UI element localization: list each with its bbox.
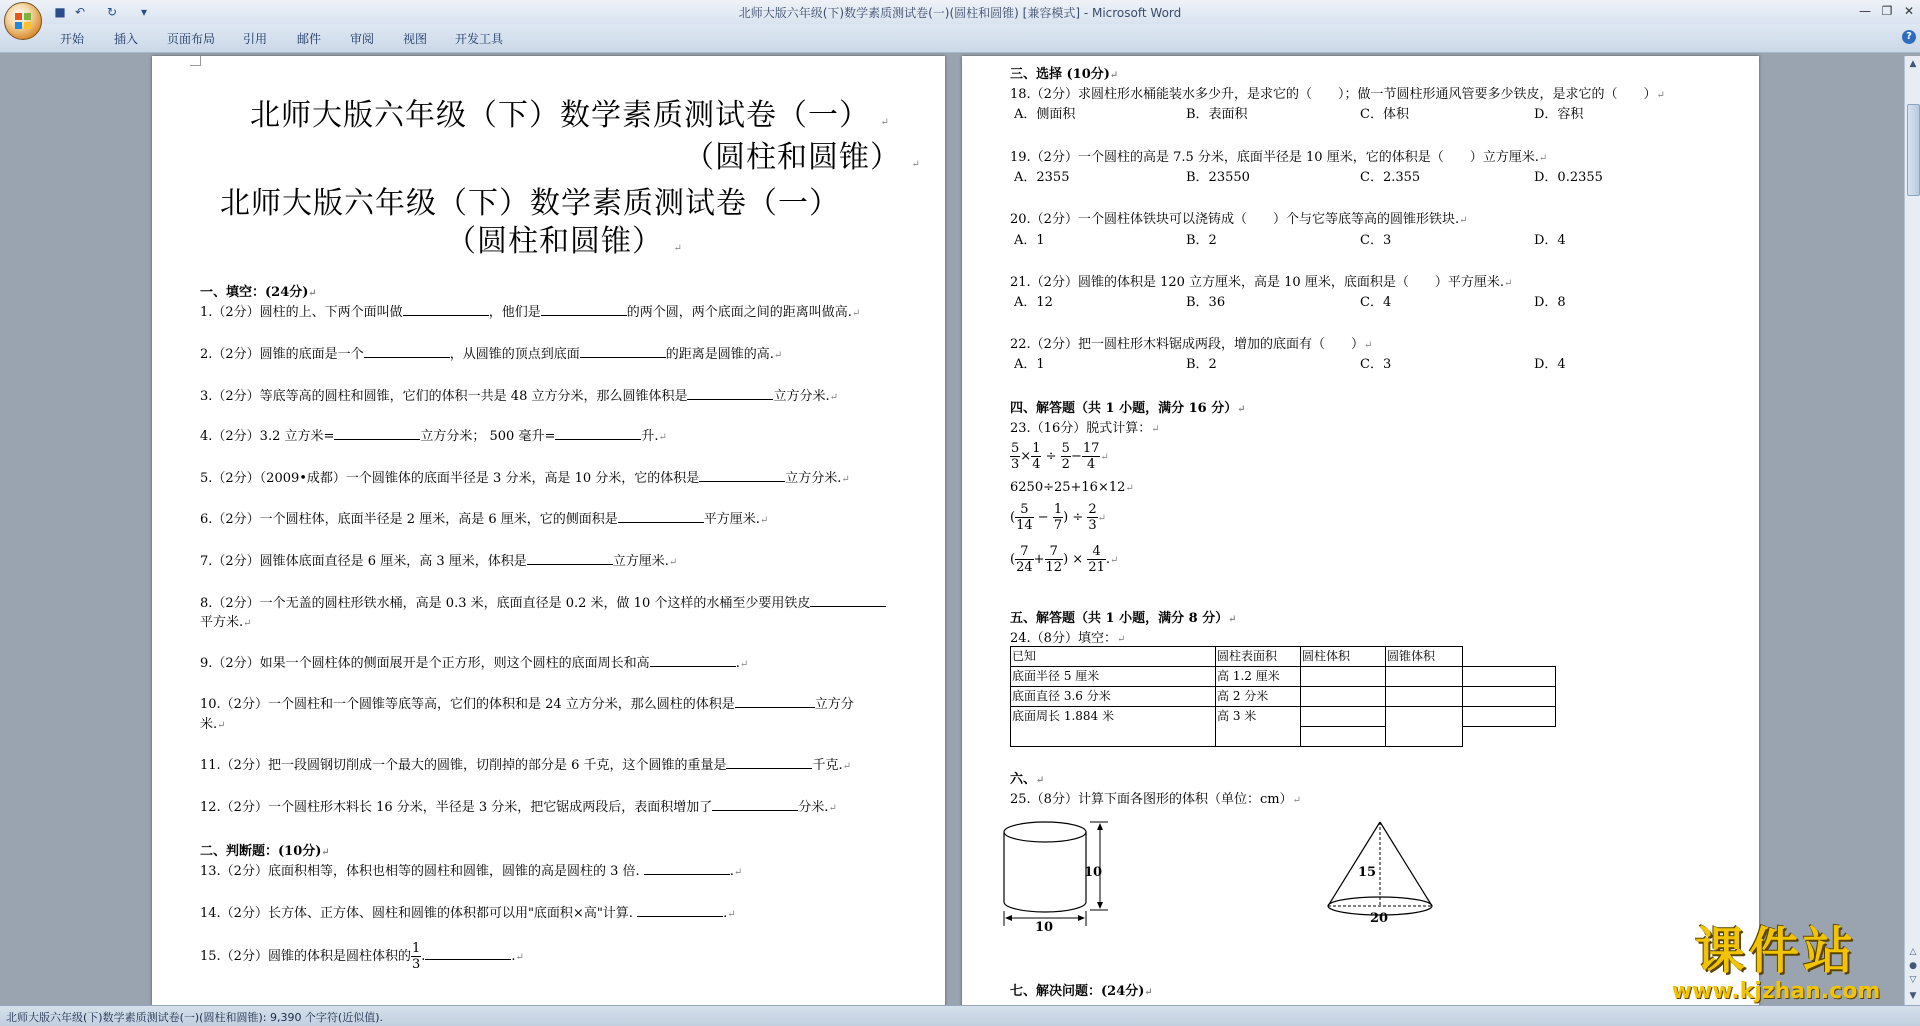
q18-option-c[interactable]: C．体积 — [1360, 107, 1409, 122]
fraction: $\frac{2}{3}$ — [1088, 502, 1097, 533]
fraction-one-third: $\frac{1}{3}$ — [411, 941, 421, 972]
table-header-cell: 已知 — [1011, 647, 1216, 667]
q22-option-a[interactable]: A．1 — [1014, 357, 1045, 372]
q19-option-b[interactable]: B．23550 — [1186, 170, 1250, 185]
table-cell: 高 2 分米 — [1216, 687, 1301, 707]
q18-option-d[interactable]: D．容积 — [1534, 107, 1584, 122]
q21-option-d[interactable]: D．8 — [1534, 295, 1566, 310]
section-six-heading: 六、↵ — [1010, 772, 1045, 787]
question-23: 23.（16分）脱式计算：↵ — [1010, 421, 1160, 436]
question-4: 4.（2分）3.2 立方米= 立方分米； 500 毫升= 升.↵ — [200, 429, 667, 444]
scroll-down-icon[interactable]: ▼ — [1909, 991, 1917, 1001]
question-5: 5.（2分）（2009•成都）一个圆锥体的底面半径是 3 分米，高是 10 分米，它的体积是 立方分米.↵ — [200, 471, 850, 486]
cone-slant-edge — [1380, 822, 1432, 906]
scrollbar-thumb[interactable] — [1907, 104, 1920, 196]
question-18: 18.（2分）求圆柱形水桶能装水多少升，是求它的（ ）；做一节圆柱形通风管要多少铁皮，是求它的（ ）↵ — [1010, 87, 1665, 102]
cone-slant-edge — [1328, 822, 1380, 906]
table-header-cell: 圆柱体积 — [1301, 647, 1386, 667]
tab-home[interactable]: 开始 — [60, 32, 85, 46]
q18-option-a[interactable]: A．侧面积 — [1014, 107, 1076, 122]
minimize-button[interactable]: — — [1859, 4, 1871, 18]
window-title: 北师大版六年级(下)数学素质测试卷(一)(圆柱和圆锥) [兼容模式] - Microsoft Word — [738, 6, 1182, 20]
q20-option-a[interactable]: A．1 — [1014, 233, 1045, 248]
close-button[interactable]: ✕ — [1903, 4, 1915, 18]
expression-1: $\frac{5}{3}$ × $\frac{1}{4}$ ÷ $\frac{5}{2}$ − $\frac{17}{4}$ ↵ — [1011, 441, 1109, 472]
table-header-cell: 圆锥体积 — [1386, 647, 1463, 667]
q19-option-d[interactable]: D．0.2355 — [1534, 170, 1603, 185]
table-cell: 高 1.2 厘米 — [1216, 667, 1301, 687]
office-logo-icon — [14, 12, 32, 30]
restore-button[interactable]: ❐ — [1881, 4, 1893, 18]
ribbon-tabs — [0, 24, 1920, 53]
question-13: 13.（2分）底面积相等，体积也相等的圆柱和圆锥，圆锥的高是圆柱的 3 倍. .↵ — [200, 864, 743, 879]
question-8: 8.（2分）一个无盖的圆柱形铁水桶，高是 0.3 米，底面直径是 0.2 米，做 10 个这样的水桶至少要用铁皮 — [200, 592, 886, 611]
table-cell[interactable] — [1301, 727, 1386, 747]
table-cell: 底面直径 3.6 分米 — [1011, 687, 1216, 707]
table-cell[interactable] — [1301, 707, 1386, 727]
q22-option-d[interactable]: D．4 — [1534, 357, 1566, 372]
fraction: $\frac{5}{2}$ — [1061, 441, 1070, 472]
fraction: $\frac{7}{12}$ — [1045, 544, 1063, 575]
undo-icon[interactable]: ↶ — [74, 5, 86, 19]
question-24: 24.（8分）填空：↵ — [1010, 631, 1126, 646]
cone-height-label: 15 — [1358, 865, 1377, 880]
next-page-icon[interactable]: ▽ — [1909, 975, 1917, 985]
table-cell: 底面半径 5 厘米 — [1011, 667, 1216, 687]
tab-page-layout[interactable]: 页面布局 — [167, 32, 216, 46]
watermark-logo — [1656, 922, 1896, 1006]
question-10-continued: 米.↵ — [200, 717, 226, 732]
question-20: 20.（2分）一个圆柱体铁块可以浇铸成（ ）个与它等底等高的圆锥形铁块.↵ — [1010, 212, 1468, 227]
q20-option-c[interactable]: C．3 — [1360, 233, 1392, 248]
fraction: $\frac{1}{4}$ — [1032, 441, 1041, 472]
fraction: $\frac{1}{7}$ — [1053, 502, 1063, 533]
cylinder-figure — [1002, 818, 1152, 928]
q18-option-b[interactable]: B．表面积 — [1186, 107, 1248, 122]
question-22: 22.（2分）把一圆柱形木料锯成两段，增加的底面有（ ）↵ — [1010, 337, 1373, 352]
question-11: 11.（2分）把一段圆钢切削成一个最大的圆锥，切削掉的部分是 6 千克，这个圆锥的重量是 千克.↵ — [200, 758, 852, 773]
fraction: $\frac{7}{24}$ — [1016, 544, 1033, 575]
table-cell: 高 3 米 — [1216, 707, 1301, 747]
doc-title-repeat-line1: 北师大版六年级（下）数学素质测试卷（一） — [220, 186, 840, 221]
q19-option-c[interactable]: C．2.355 — [1360, 170, 1421, 185]
fraction: $\frac{5}{3}$ — [1011, 441, 1020, 472]
table-row — [1011, 687, 1556, 707]
cylinder-width-label: 10 — [1035, 920, 1054, 935]
question-10: 10.（2分）一个圆柱和一个圆锥等底等高，它们的体积和是 24 立方分米，那么圆柱的体积是 立方分 — [200, 697, 854, 712]
table-header-row — [1011, 647, 1556, 667]
q21-option-a[interactable]: A．12 — [1014, 295, 1053, 310]
cylinder-height-label: 10 — [1084, 865, 1103, 880]
question-3: 3.（2分）等底等高的圆柱和圆锥，它们的体积一共是 48 立方分米，那么圆锥体积是 立方分米.↵ — [200, 389, 839, 404]
fill-table — [1010, 646, 1556, 747]
q20-option-b[interactable]: B．2 — [1186, 233, 1217, 248]
table-row — [1011, 667, 1556, 687]
table-row — [1011, 707, 1556, 727]
fraction: $\frac{17}{4}$ — [1082, 441, 1100, 472]
table-cell[interactable] — [1386, 707, 1463, 747]
watermark-logo-text: 课件站 — [1695, 922, 1857, 980]
question-12: 12.（2分）一个圆柱形木料长 16 分米，半径是 3 分米，把它锯成两段后，表面积增加了 分米.↵ — [200, 800, 837, 815]
question-1: 1.（2分）圆柱的上、下两个面叫做 ，他们是 的两个圆，两个底面之间的距离叫做高.↵ — [200, 305, 861, 320]
section-calc-heading: 四、解答题（共 1 小题，满分 16 分）↵ — [1010, 401, 1246, 416]
table-cell[interactable] — [1386, 687, 1463, 707]
cone-width-label: 20 — [1370, 911, 1389, 926]
tab-view[interactable]: 视图 — [403, 32, 428, 46]
scroll-up-icon[interactable]: ▲ — [1909, 59, 1917, 69]
tab-mailings[interactable]: 邮件 — [297, 32, 322, 46]
expression-3: ( $\frac{5}{14}$ − $\frac{1}{7}$ ) ÷ $\frac{2}{3}$ ↵ — [1010, 502, 1107, 533]
watermark-url: www.kjzhan.com — [1671, 979, 1881, 1004]
table-cell[interactable] — [1301, 687, 1386, 707]
page-corner-mark — [190, 56, 201, 66]
fraction: $\frac{5}{14}$ — [1016, 502, 1033, 533]
table-cell[interactable] — [1463, 707, 1556, 727]
question-2: 2.（2分）圆锥的底面是一个 ，从圆锥的顶点到底面 的距离是圆锥的高.↵ — [200, 347, 783, 362]
tab-references[interactable]: 引用 — [243, 32, 268, 46]
question-7: 7.（2分）圆锥体底面直径是 6 厘米，高 3 厘米，体积是 立方厘米.↵ — [200, 554, 678, 569]
doc-title-line2: （圆柱和圆锥） ↵ — [684, 140, 921, 175]
section-fill-table-heading: 五、解答题（共 1 小题，满分 8 分）↵ — [1010, 611, 1237, 626]
section-fill-blank-heading: 一、填空：(24分)↵ — [200, 285, 317, 300]
tab-insert[interactable]: 插入 — [114, 32, 139, 46]
fraction: $\frac{4}{21}$ — [1088, 544, 1105, 575]
cone-figure — [1322, 818, 1442, 928]
q21-option-c[interactable]: C．4 — [1360, 295, 1392, 310]
title-bar — [0, 0, 1920, 24]
status-text[interactable]: 北师大版六年级(下)数学素质测试卷(一)(圆柱和圆锥): 9,390 个字符(近似值). — [6, 1011, 384, 1024]
save-icon[interactable]: ■ — [54, 5, 66, 19]
question-8-continued: 平方米.↵ — [200, 615, 252, 630]
cylinder-top-ellipse — [1004, 822, 1086, 842]
table-cell: 底面周长 1.884 米 — [1011, 707, 1216, 747]
question-9: 9.（2分）如果一个圆柱体的侧面展开是个正方形，则这个圆柱的底面周长和高 .↵ — [200, 656, 749, 671]
table-cell[interactable] — [1463, 667, 1556, 687]
section-choice-heading: 三、选择 (10分)↵ — [1010, 67, 1119, 82]
doc-title-repeat-line2: （圆柱和圆锥） ↵ — [446, 224, 683, 259]
document-page-right[interactable] — [962, 56, 1759, 1006]
doc-title-line1: 北师大版六年级（下）数学素质测试卷（一） ↵ — [250, 98, 890, 133]
prev-page-icon[interactable]: △ — [1909, 947, 1917, 957]
office-button[interactable] — [4, 2, 42, 40]
question-14: 14.（2分）长方体、正方体、圆柱和圆锥的体积都可以用"底面积×高"计算. .↵ — [200, 906, 736, 921]
table-cell[interactable] — [1301, 667, 1386, 687]
expression-2: 6250÷25+16×12↵ — [1010, 480, 1134, 495]
question-19: 19.（2分）一个圆柱的高是 7.5 分米，底面半径是 10 厘米，它的体积是（ ）立方厘米.↵ — [1010, 150, 1548, 165]
q22-option-c[interactable]: C．3 — [1360, 357, 1392, 372]
question-15: 15.（2分）圆锥的体积是圆柱体积的 $\frac{1}{3}$ . .↵ — [200, 941, 524, 972]
section-true-false-heading: 二、判断题：(10分)↵ — [200, 844, 330, 859]
q22-option-b[interactable]: B．2 — [1186, 357, 1217, 372]
table-cell[interactable] — [1463, 687, 1556, 707]
table-cell[interactable] — [1386, 667, 1463, 687]
help-icon[interactable]: ? — [1902, 30, 1916, 44]
table-header-cell: 圆柱表面积 — [1216, 647, 1301, 667]
customize-quick-access-icon[interactable]: ▾ — [140, 5, 148, 19]
browse-object-icon[interactable]: ● — [1909, 961, 1917, 971]
vertical-scrollbar[interactable] — [1904, 56, 1920, 1006]
status-bar — [0, 1005, 1920, 1026]
document-page-left[interactable] — [152, 56, 945, 1006]
cylinder-bottom-arc — [1004, 902, 1086, 912]
redo-icon[interactable]: ↻ — [106, 5, 118, 19]
tab-review[interactable]: 审阅 — [350, 32, 375, 46]
section-seven-heading: 七、解决问题：(24分)↵ — [1010, 984, 1153, 999]
question-21: 21.（2分）圆锥的体积是 120 立方厘米，高是 10 厘米，底面积是（ ）平方厘米.↵ — [1010, 275, 1513, 290]
expression-4: ( $\frac{7}{24}$ + $\frac{7}{12}$ ) × $\frac{4}{21}$ .↵ — [1010, 544, 1119, 575]
q20-option-d[interactable]: D．4 — [1534, 233, 1566, 248]
tab-developer[interactable]: 开发工具 — [455, 32, 504, 46]
q21-option-b[interactable]: B．36 — [1186, 295, 1226, 310]
q19-option-a[interactable]: A．2355 — [1014, 170, 1070, 185]
question-6: 6.（2分）一个圆柱体，底面半径是 2 厘米，高是 6 厘米，它的侧面积是 平方厘米.↵ — [200, 512, 769, 527]
question-25: 25.（8分）计算下面各图形的体积（单位：cm）↵ — [1010, 792, 1301, 807]
